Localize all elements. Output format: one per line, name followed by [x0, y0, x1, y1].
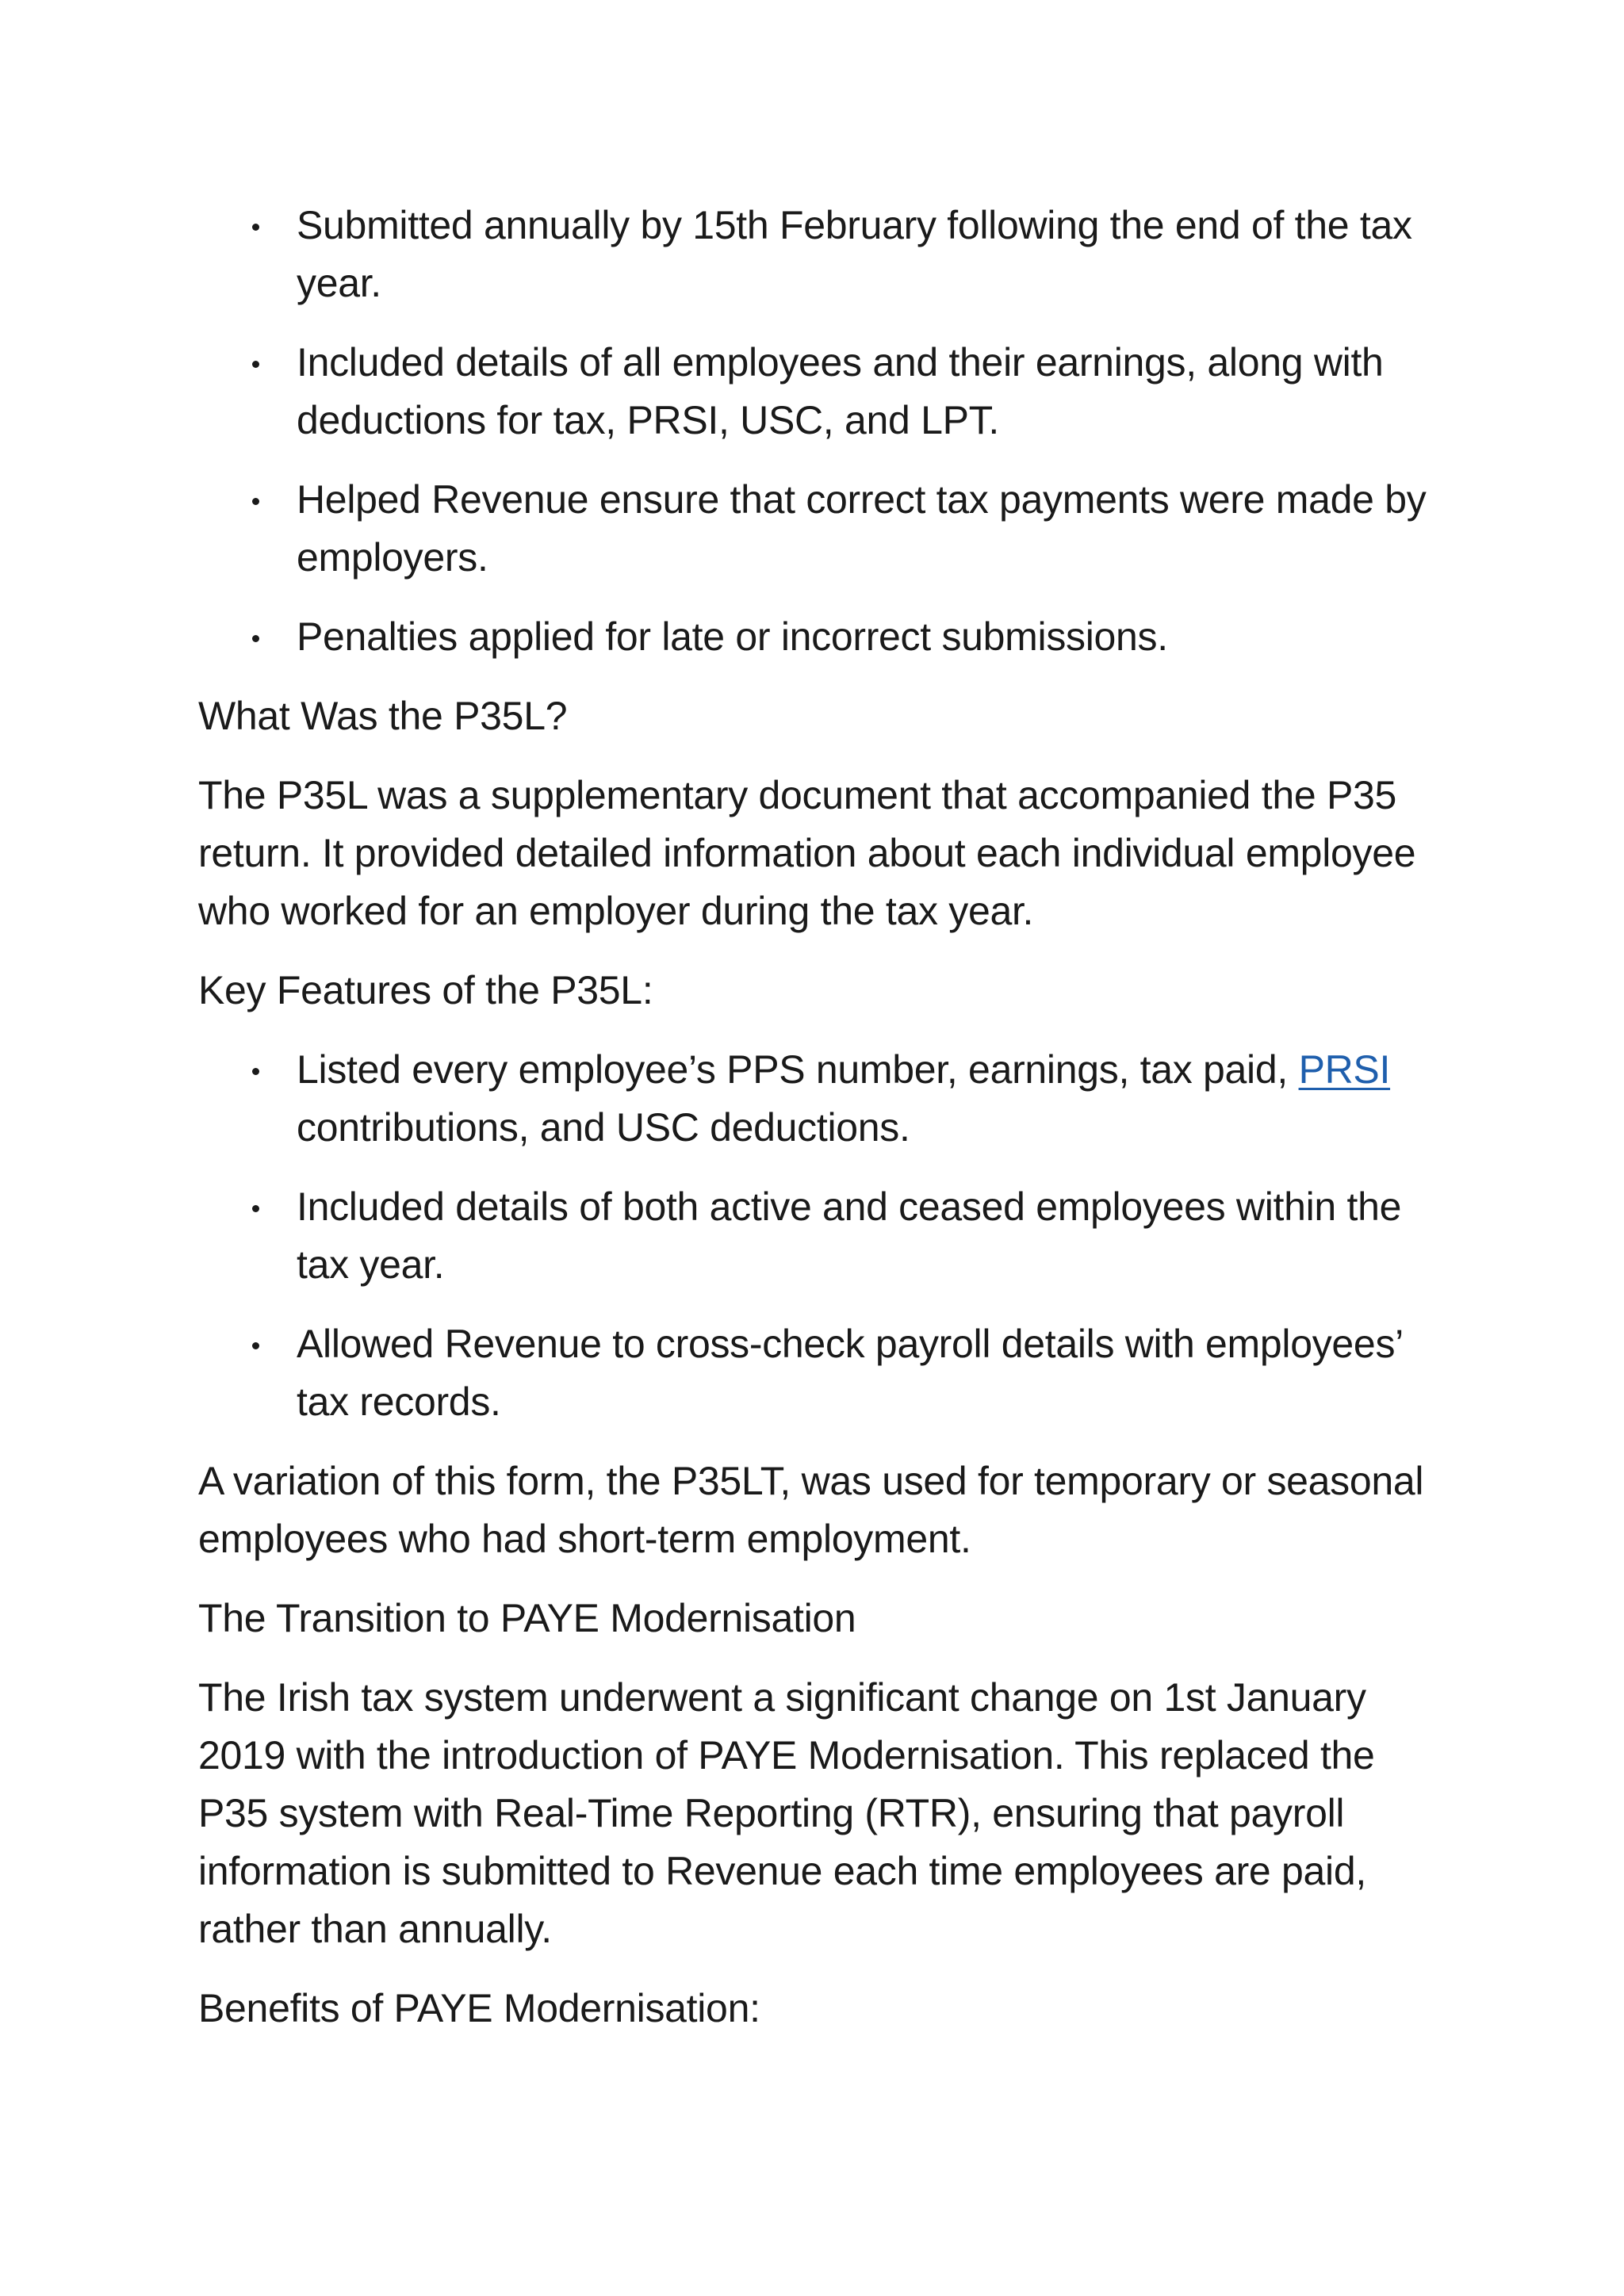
section-heading-key-features: Key Features of the P35L:	[198, 968, 653, 1012]
section-heading-p35l: What Was the P35L?	[198, 694, 568, 738]
paragraph-transition: The Irish tax system underwent a significant change on 1st January 2019 with the introduction of PAYE Modernisation. This replaced the P35 system with Real-Time Reporting (RTR), ensuring that payroll information is submitted to Revenue each time employees are paid, rather than annually.	[198, 1675, 1375, 1951]
paragraph-p35lt-variation: A variation of this form, the P35LT, was used for temporary or seasonal employees who had short-term employment.	[198, 1459, 1424, 1561]
list-item: Included details of all employees and their earnings, along with deductions for tax, PRSI, USC, and LPT.	[198, 334, 1451, 450]
document-body	[198, 197, 1451, 2059]
list-item: Helped Revenue ensure that correct tax payments were made by employers.	[198, 471, 1451, 587]
list-item: Included details of both active and ceased employees within the tax year.	[198, 1178, 1451, 1294]
list-item-text: Listed every employee’s PPS number, earnings, tax paid,	[297, 1047, 1299, 1092]
section-heading-transition: The Transition to PAYE Modernisation	[198, 1596, 856, 1640]
list-item: Submitted annually by 15th February following the end of the tax year.	[198, 197, 1451, 312]
paragraph-p35l: The P35L was a supplementary document that accompanied the P35 return. It provided detailed information about each individual employee who worked for an employer during the tax year.	[198, 773, 1416, 933]
prsi-link[interactable]: PRSI	[1298, 1047, 1391, 1092]
list-item: Allowed Revenue to cross-check payroll details with employees’ tax records.	[198, 1315, 1451, 1431]
p35-features-list	[198, 197, 1451, 666]
p35l-features-list	[198, 1041, 1451, 1431]
section-heading-benefits: Benefits of PAYE Modernisation:	[198, 1986, 760, 2030]
list-item	[198, 1041, 1451, 1157]
list-item-text: contributions, and USC deductions.	[297, 1105, 910, 1150]
list-item: Penalties applied for late or incorrect submissions.	[198, 608, 1451, 666]
